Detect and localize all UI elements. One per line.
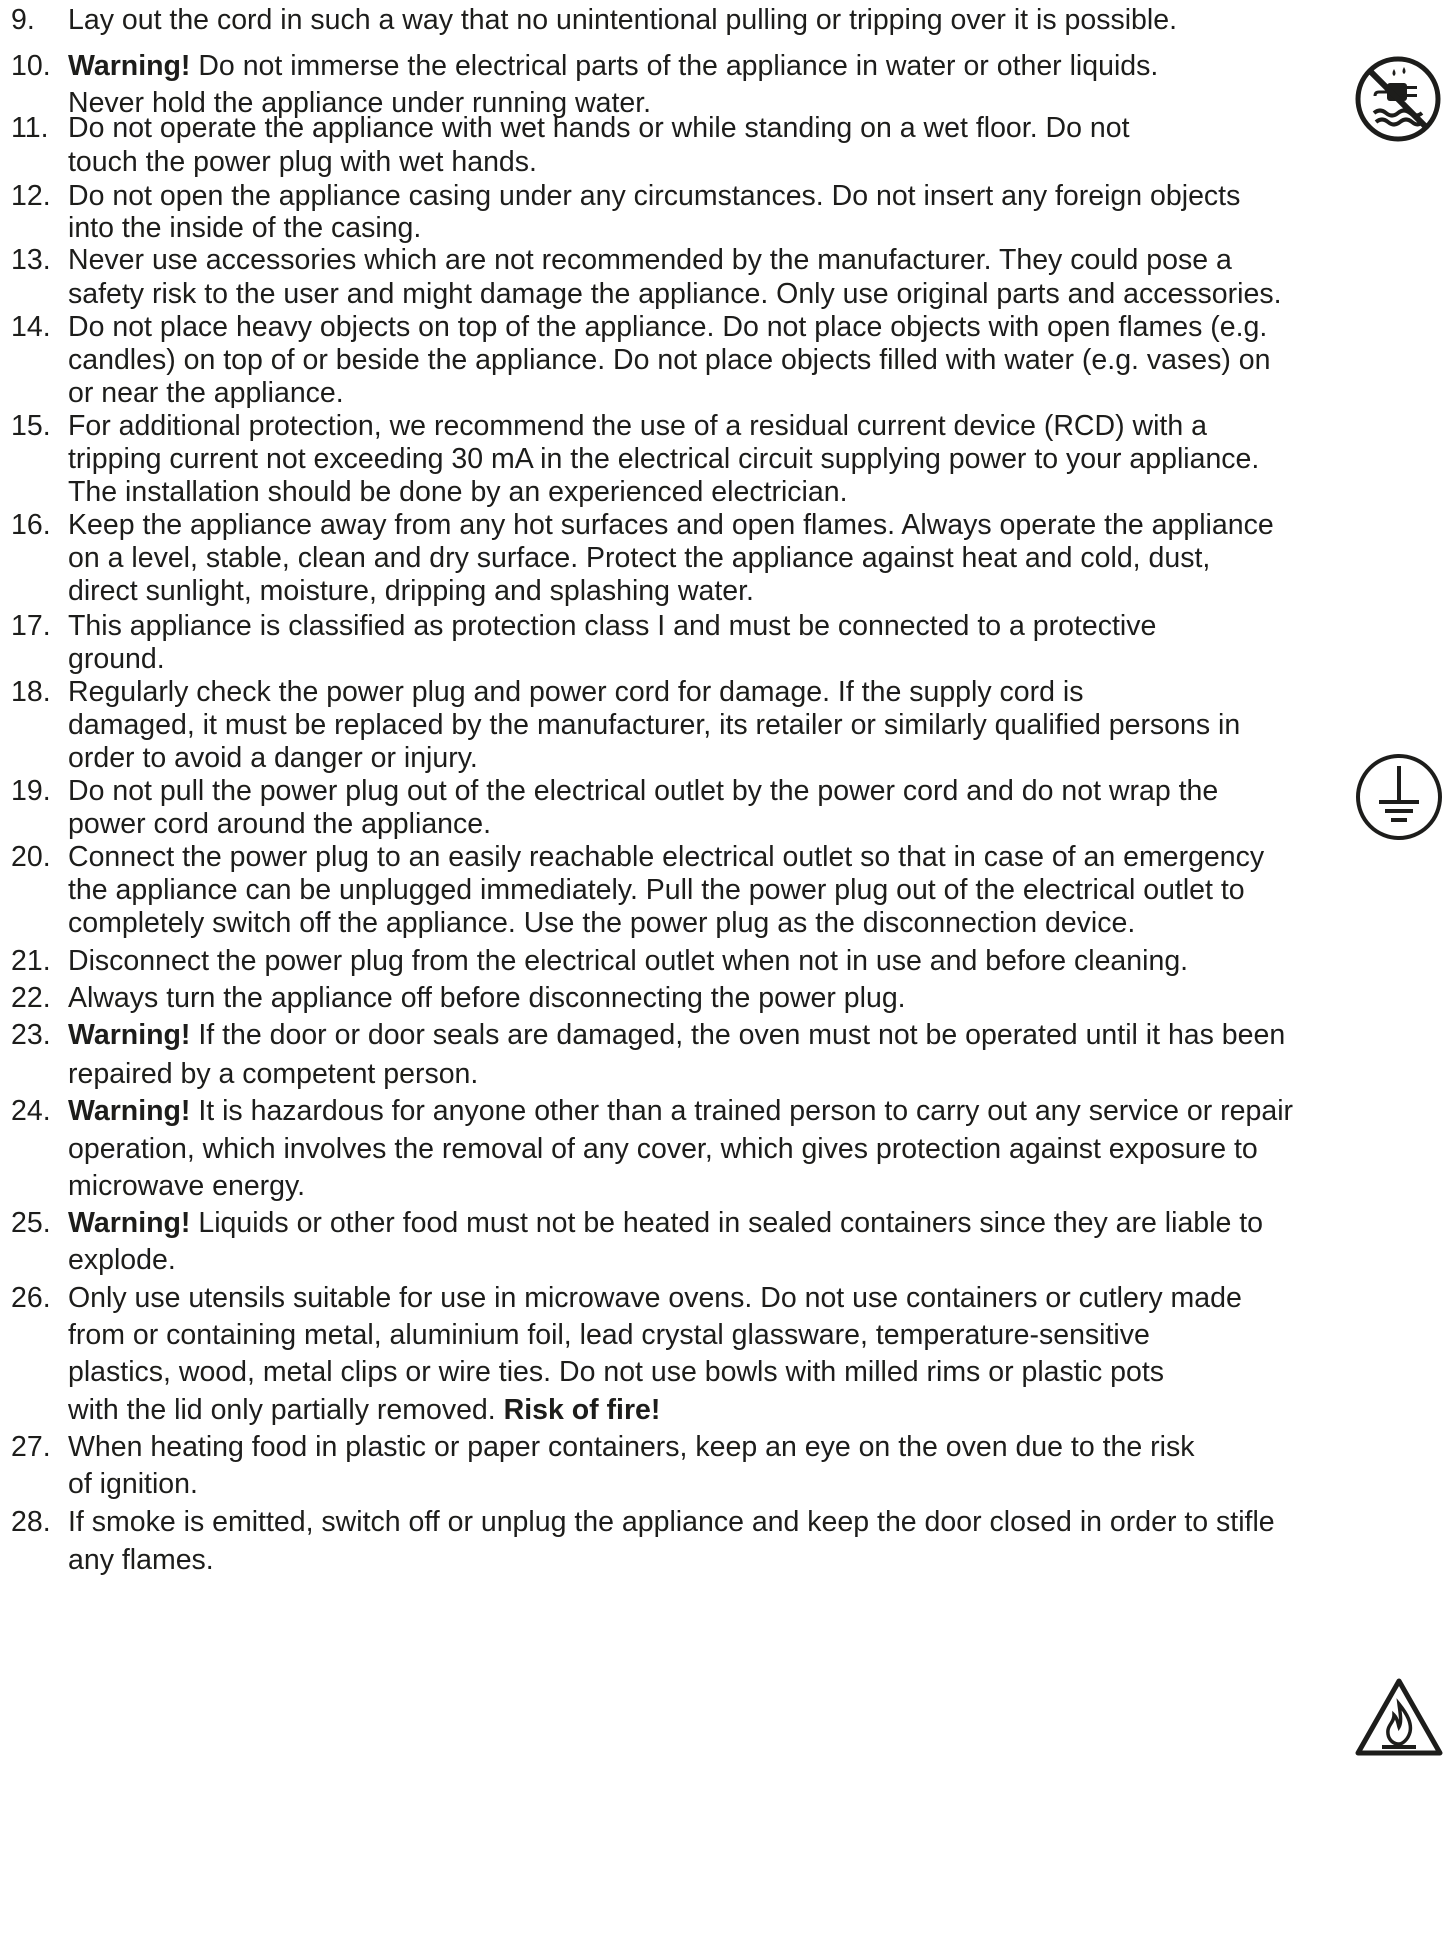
list-item-line: plastics, wood, metal clips or wire ties. Do not use bowls with milled rims or plastic pots (68, 1356, 1165, 1388)
list-item-line: microwave energy. (68, 1170, 306, 1202)
list-item-line: Regularly check the power plug and power cord for damage. If the supply cord is (68, 676, 1084, 708)
list-item-line: Disconnect the power plug from the electrical outlet when not in use and before cleaning. (68, 945, 1189, 977)
list-item-line: with the lid only partially removed. Risk of fire! (68, 1394, 661, 1426)
list-item-line: Do not open the appliance casing under any circumstances. Do not insert any foreign objects (68, 180, 1241, 212)
list-item-line: Lay out the cord in such a way that no unintentional pulling or tripping over it is possible. (68, 4, 1177, 36)
list-item-number: 9. (11, 4, 35, 36)
list-item-line: Warning! It is hazardous for anyone other than a trained person to carry out any service or repair (68, 1095, 1294, 1127)
list-item-number: 22. (11, 982, 51, 1014)
list-item-number: 28. (11, 1506, 51, 1538)
list-item-line: Do not place heavy objects on top of the appliance. Do not place objects with open flames (e.g. (68, 311, 1268, 343)
warning-label: Warning! (68, 50, 191, 82)
list-item-line: safety risk to the user and might damage the appliance. Only use original parts and accessories. (68, 278, 1282, 310)
list-item-line: If smoke is emitted, switch off or unplug the appliance and keep the door closed in order to stifle (68, 1506, 1275, 1538)
list-item-number: 10. (11, 50, 51, 82)
list-item-number: 23. (11, 1019, 51, 1051)
list-item-line: on a level, stable, clean and dry surface. Protect the appliance against heat and cold, dust, (68, 542, 1211, 574)
list-item-line: Keep the appliance away from any hot surfaces and open flames. Always operate the appliance (68, 509, 1274, 541)
list-item-line: damaged, it must be replaced by the manufacturer, its retailer or similarly qualified persons in (68, 709, 1241, 741)
list-item-line: candles) on top of or beside the appliance. Do not place objects filled with water (e.g. vases) on (68, 344, 1271, 376)
list-item-line: explode. (68, 1244, 176, 1276)
list-item-line: into the inside of the casing. (68, 212, 422, 244)
list-item-line: Never use accessories which are not recommended by the manufacturer. They could pose a (68, 244, 1232, 276)
list-item-number: 13. (11, 244, 51, 276)
list-item-number: 25. (11, 1207, 51, 1239)
list-item-number: 15. (11, 410, 51, 442)
fire-warning-icon (1354, 1677, 1444, 1757)
list-item-number: 12. (11, 180, 51, 212)
list-item-line: Do not operate the appliance with wet hands or while standing on a wet floor. Do not (68, 112, 1130, 144)
risk-label: Risk of fire! (503, 1394, 661, 1426)
list-item-line: When heating food in plastic or paper containers, keep an eye on the oven due to the risk (68, 1431, 1195, 1463)
list-item-line: Warning! If the door or door seals are damaged, the oven must not be operated until it has been (68, 1019, 1286, 1051)
list-item-number: 20. (11, 841, 51, 873)
list-item-line: touch the power plug with wet hands. (68, 146, 537, 178)
list-item-number: 16. (11, 509, 51, 541)
protective-ground-icon (1354, 752, 1444, 842)
list-item-number: 14. (11, 311, 51, 343)
list-item-line: from or containing metal, aluminium foil, lead crystal glassware, temperature-sensitive (68, 1319, 1150, 1351)
list-item-line: Never hold the appliance under running water. (68, 87, 652, 119)
list-item-line: of ignition. (68, 1468, 198, 1500)
list-item-line: For additional protection, we recommend the use of a residual current device (RCD) with a (68, 410, 1207, 442)
list-item-number: 19. (11, 775, 51, 807)
warning-label: Warning! (68, 1095, 191, 1127)
no-immersion-icon (1354, 55, 1442, 143)
list-item-line: Do not pull the power plug out of the electrical outlet by the power cord and do not wrap the (68, 775, 1219, 807)
list-item-line: Always turn the appliance off before disconnecting the power plug. (68, 982, 906, 1014)
list-item-line: any flames. (68, 1544, 214, 1576)
list-item-number: 17. (11, 610, 51, 642)
list-item-line: Warning! Do not immerse the electrical parts of the appliance in water or other liquids. (68, 50, 1159, 82)
list-item-line: The installation should be done by an experienced electrician. (68, 476, 848, 508)
warning-label: Warning! (68, 1207, 191, 1239)
list-item-line: or near the appliance. (68, 377, 344, 409)
warning-label: Warning! (68, 1019, 191, 1051)
list-item-line: tripping current not exceeding 30 mA in the electrical circuit supplying power to your appliance. (68, 443, 1260, 475)
list-item-line: ground. (68, 643, 165, 675)
list-item-line: Connect the power plug to an easily reachable electrical outlet so that in case of an emergency (68, 841, 1265, 873)
list-item-number: 18. (11, 676, 51, 708)
list-item-line: Only use utensils suitable for use in microwave ovens. Do not use containers or cutlery made (68, 1282, 1242, 1314)
list-item-number: 21. (11, 945, 51, 977)
list-item-number: 27. (11, 1431, 51, 1463)
list-item-line: power cord around the appliance. (68, 808, 492, 840)
list-item-line: direct sunlight, moisture, dripping and splashing water. (68, 575, 754, 607)
list-item-number: 11. (11, 112, 49, 144)
list-item-line: completely switch off the appliance. Use the power plug as the disconnection device. (68, 907, 1136, 939)
list-item-line: This appliance is classified as protection class I and must be connected to a protective (68, 610, 1157, 642)
list-item-number: 26. (11, 1282, 51, 1314)
list-item-number: 24. (11, 1095, 51, 1127)
list-item-line: the appliance can be unplugged immediately. Pull the power plug out of the electrical outlet to (68, 874, 1245, 906)
list-item-line: repaired by a competent person. (68, 1058, 479, 1090)
list-item-line: order to avoid a danger or injury. (68, 742, 478, 774)
list-item-line: operation, which involves the removal of any cover, which gives protection against exposure to (68, 1133, 1258, 1165)
list-item-line: Warning! Liquids or other food must not be heated in sealed containers since they are liable to (68, 1207, 1264, 1239)
